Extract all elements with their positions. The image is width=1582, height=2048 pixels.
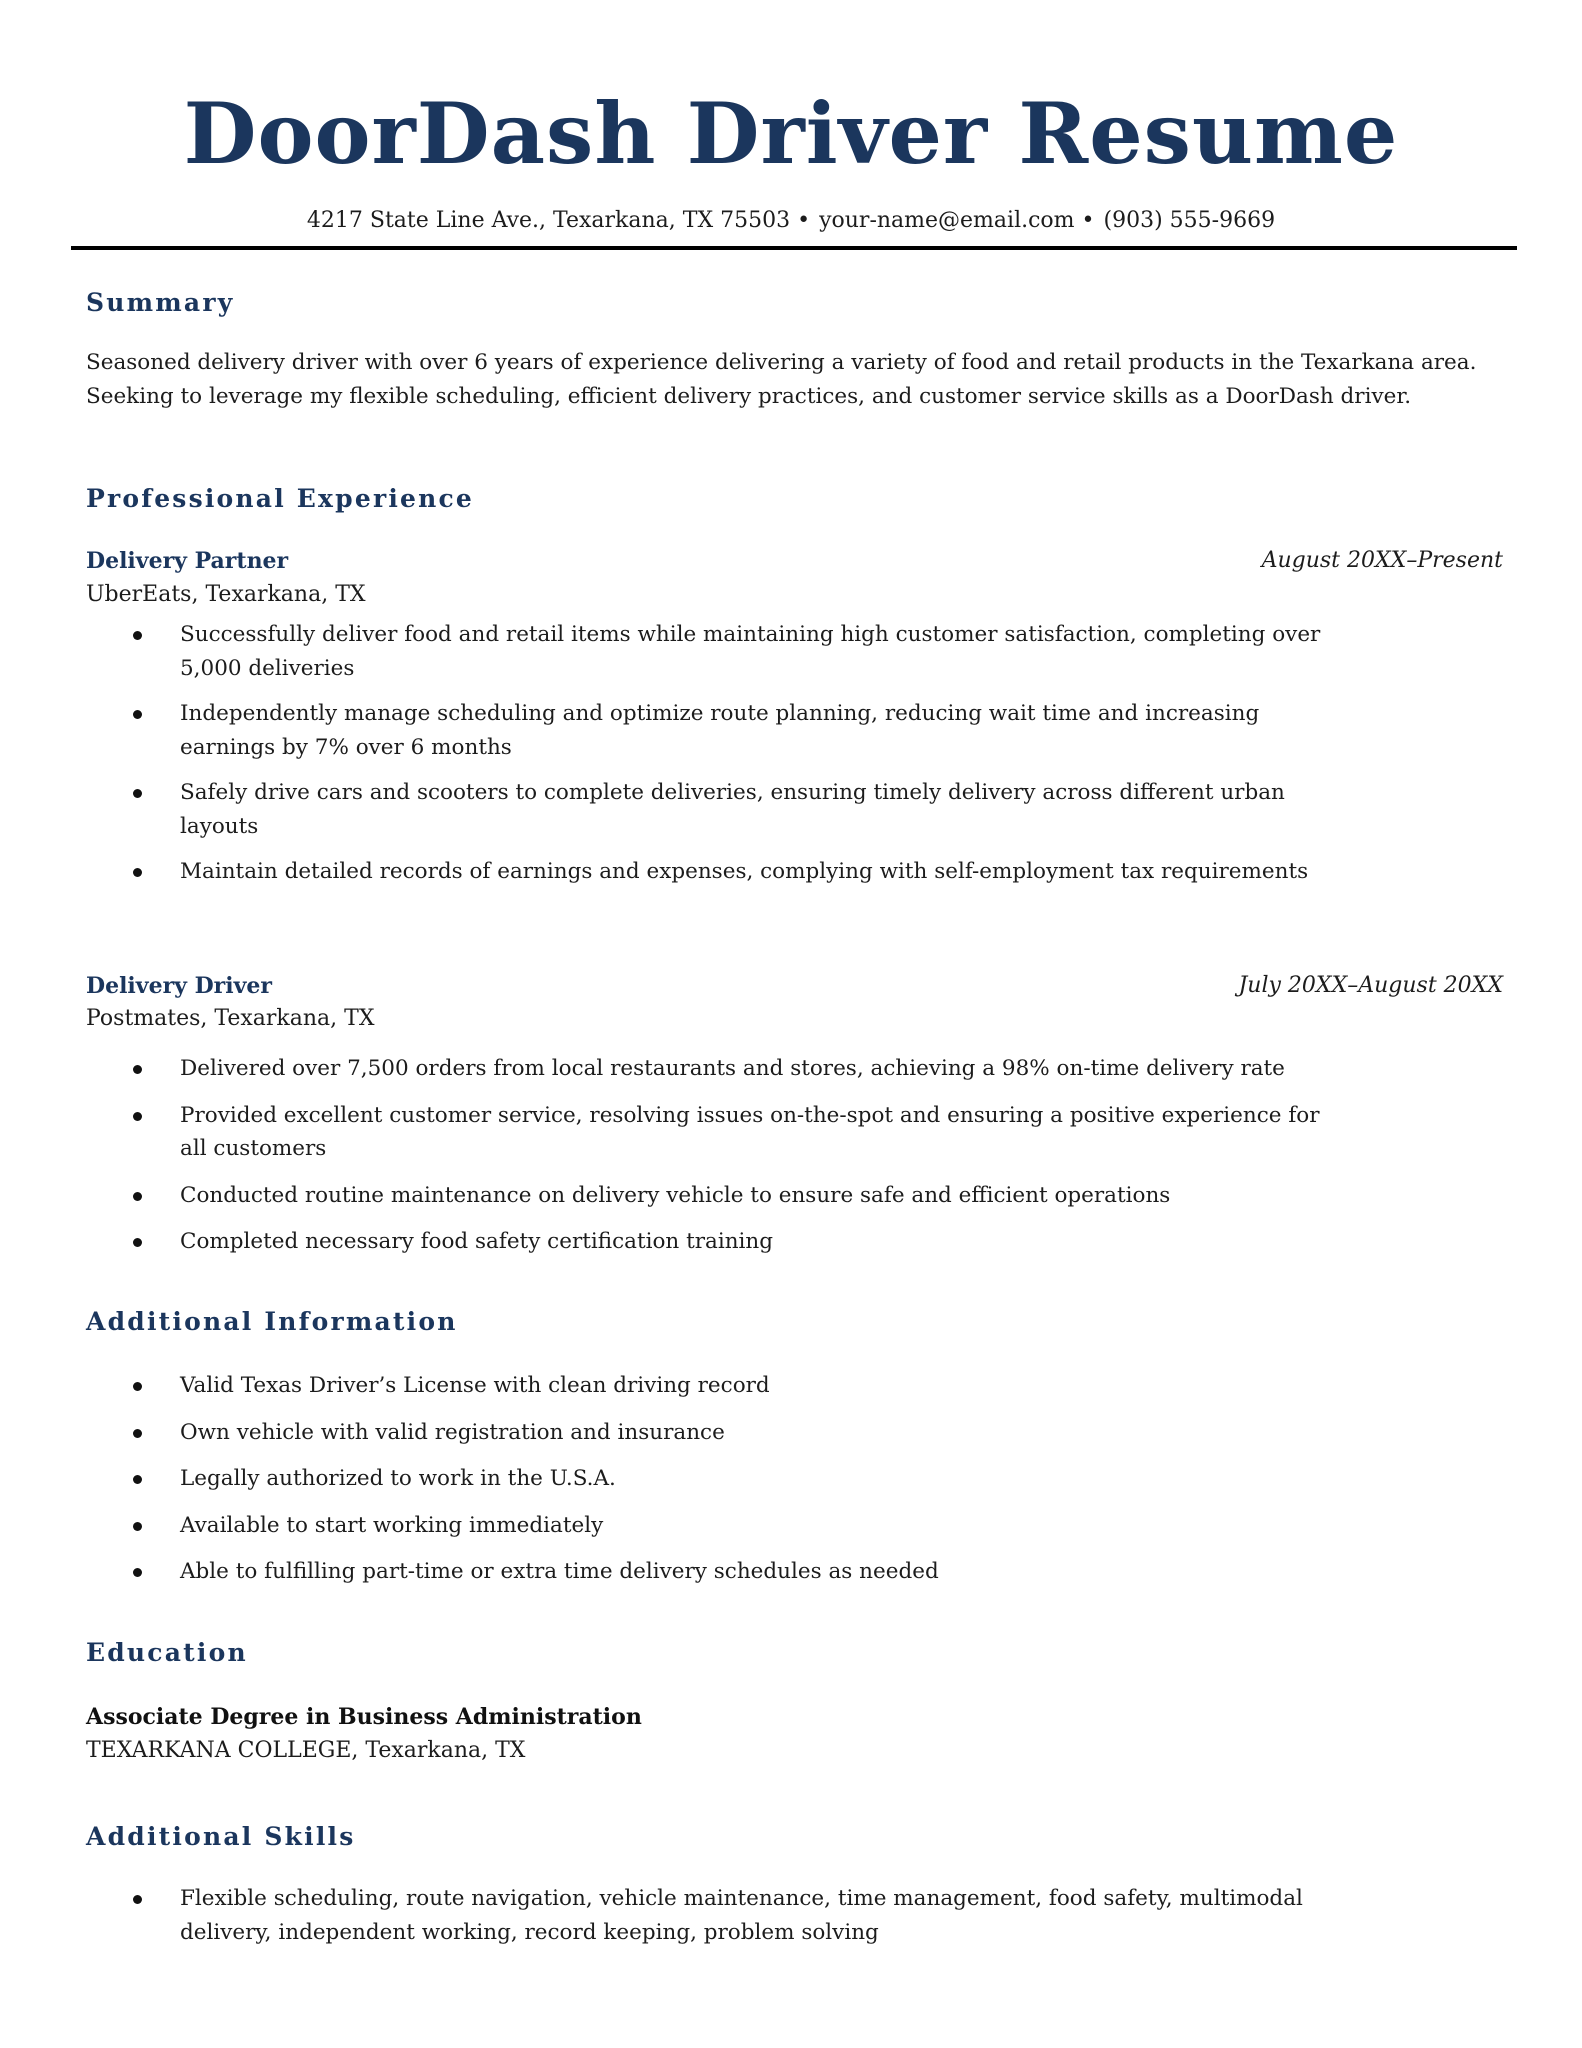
contact-line: [0, 205, 1582, 237]
bullet-icon: [133, 1112, 142, 1121]
job-bullets: [130, 618, 1350, 889]
bullet-text: Own vehicle with valid registration and insurance: [180, 1419, 725, 1445]
job-title: Delivery Driver: [86, 973, 273, 999]
bullet-icon: [133, 1065, 142, 1074]
job-dates: August 20XX–Present: [1261, 548, 1503, 573]
resume-title: DoorDash Driver Resume: [183, 84, 1399, 183]
additional-information-list: [130, 1369, 1350, 1589]
section-heading-additional-information: Additional Information: [86, 1307, 458, 1336]
list-item: [130, 1462, 1350, 1496]
list-item: [130, 1509, 1350, 1543]
job-company: Postmates, Texarkana, TX: [86, 1006, 375, 1031]
job-bullets: [130, 1052, 1350, 1259]
bullet-text: Maintain detailed records of earnings and expenses, complying with self-employment tax requirements: [180, 859, 1309, 884]
list-item: [130, 776, 1350, 843]
phone: (903) 555-9669: [1103, 208, 1276, 233]
bullet-text: Provided excellent customer service, resolving issues on-the-spot and ensuring a positive experience for all customers: [180, 1102, 1320, 1161]
list-item: [130, 1555, 1350, 1589]
bullet-icon: [133, 1238, 142, 1247]
email: your-name@email.com: [819, 208, 1075, 233]
list-item: [130, 618, 1350, 685]
bullet-icon: [133, 868, 142, 877]
section-heading-summary: Summary: [86, 288, 235, 317]
bullet-icon: [133, 1568, 142, 1577]
list-item: [130, 697, 1350, 764]
bullet-separator-icon: •: [1081, 208, 1095, 233]
job-company: UberEats, Texarkana, TX: [86, 582, 366, 607]
list-item: [130, 1099, 1350, 1166]
bullet-icon: [133, 1895, 142, 1904]
section-heading-additional-skills: Additional Skills: [86, 1822, 356, 1851]
additional-skills-list: [130, 1882, 1350, 1949]
bullet-icon: [133, 1382, 142, 1391]
bullet-text: Conducted routine maintenance on delivery vehicle to ensure safe and efficient operations: [180, 1182, 1171, 1208]
bullet-text: Flexible scheduling, route navigation, vehicle maintenance, time management, food safety, multimodal delivery, independent working, record keeping, problem solving: [180, 1886, 1303, 1945]
bullet-icon: [133, 710, 142, 719]
education-school: TEXARKANA COLLEGE, Texarkana, TX: [86, 1738, 526, 1763]
list-item: [130, 855, 1350, 889]
bullet-separator-icon: •: [797, 208, 811, 233]
bullet-text: Legally authorized to work in the U.S.A.: [180, 1466, 616, 1491]
bullet-text: Safely drive cars and scooters to complete deliveries, ensuring timely delivery across different urban layouts: [180, 780, 1285, 839]
section-heading-education: Education: [86, 1638, 248, 1667]
bullet-text: Successfully deliver food and retail items while maintaining high customer satisfaction, completing over 5,000 deliveries: [180, 622, 1321, 681]
bullet-text: Completed necessary food safety certification training: [180, 1229, 774, 1254]
list-item: [130, 1882, 1350, 1949]
bullet-text: Independently manage scheduling and optimize route planning, reducing wait time and increasing earnings by 7% over 6 months: [180, 701, 1260, 760]
job-dates: July 20XX–August 20XX: [1238, 973, 1503, 998]
bullet-text: Available to start working immediately: [180, 1512, 604, 1538]
bullet-text: Valid Texas Driver’s License with clean driving record: [180, 1373, 770, 1398]
bullet-icon: [133, 789, 142, 798]
education-degree: Associate Degree in Business Administration: [86, 1704, 642, 1730]
address: 4217 State Line Ave., Texarkana, TX 75503: [306, 208, 791, 233]
bullet-icon: [133, 1192, 142, 1201]
job-title: Delivery Partner: [86, 548, 289, 574]
bullet-icon: [133, 1429, 142, 1438]
summary-text: Seasoned delivery driver with over 6 years of experience delivering a variety of food and retail products in the Texarkana area. Seeking to leverage my flexible scheduling, efficient delivery practices, and customer service skills as a DoorDash driver.: [86, 350, 1477, 409]
bullet-icon: [133, 1522, 142, 1531]
list-item: [130, 1369, 1350, 1403]
bullet-text: Delivered over 7,500 orders from local restaurants and stores, achieving a 98% on-time delivery rate: [180, 1056, 1285, 1081]
list-item: [130, 1416, 1350, 1450]
header-divider: [71, 246, 1517, 250]
section-heading-experience: Professional Experience: [86, 484, 475, 513]
list-item: [130, 1225, 1350, 1259]
list-item: [130, 1052, 1350, 1086]
list-item: [130, 1179, 1350, 1213]
bullet-icon: [133, 631, 142, 640]
bullet-text: Able to fulfilling part-time or extra time delivery schedules as needed: [180, 1559, 939, 1584]
bullet-icon: [133, 1475, 142, 1484]
